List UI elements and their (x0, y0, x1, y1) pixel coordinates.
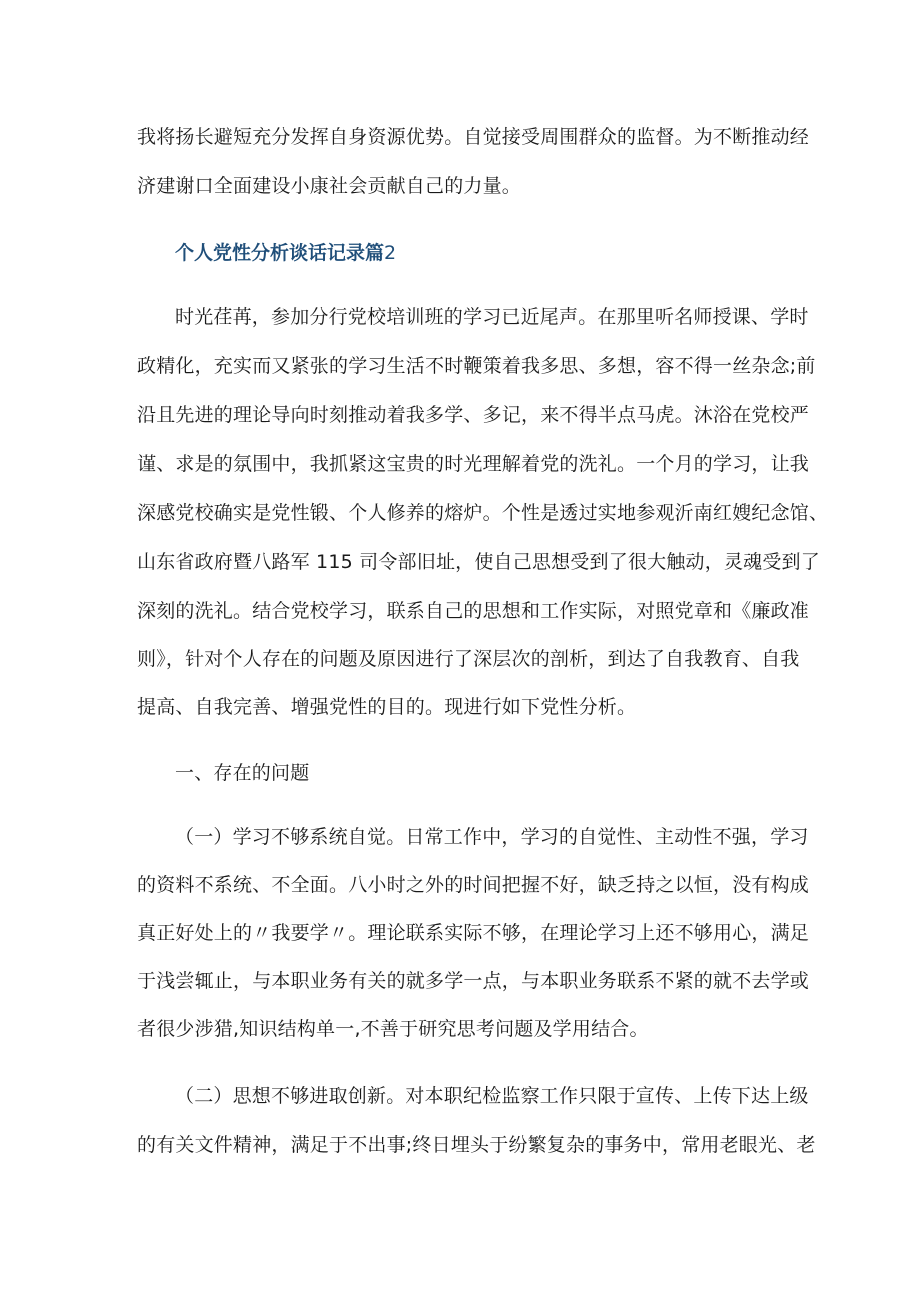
text-line: 真正好处上的〃我要学〃。理论联系实际不够，在理论学习上还不够用心，满足 (137, 922, 810, 944)
text-line: 山东省政府暨八路军 115 司令部旧址，使自己思想受到了很大触动，灵魂受到了 (137, 551, 820, 573)
text-line: 我将扬长避短充分发挥自身资源优势。自觉接受周围群众的监督。为不断推动经 (137, 126, 810, 148)
text-line: 深感党校确实是党性锻、个人修养的熔炉。个性是透过实地参观沂南红嫂纪念馆、 (137, 502, 829, 524)
section-heading (175, 240, 396, 266)
section-title: 一、存在的问题 (175, 762, 310, 784)
text-line: 深刻的洗礼。结合党校学习，联系自己的思想和工作实际，对照党章和《廉政准 (137, 600, 810, 622)
text-line: 于浅尝辄止，与本职业务有关的就多学一点，与本职业务联系不紧的就不去学或 (137, 970, 810, 992)
text-line: 沿且先进的理论导向时刻推动着我多学、多记，来不得半点马虎。沐浴在党校严 (137, 404, 810, 426)
text-line: 时光荏苒，参加分行党校培训班的学习已近尾声。在那里听名师授课、学时 (175, 306, 809, 328)
text-line: 的有关文件精神，满足于不出事;终日埋头于纷繁复杂的事务中，常用老眼光、老 (137, 1134, 816, 1156)
text-line: 济建谢口全面建设小康社会贡献自己的力量。 (137, 175, 522, 197)
heading-text: 个人党性分析谈话记录篇 (175, 242, 385, 264)
text-line: 提高、自我完善、增强党性的目的。现进行如下党性分析。 (137, 696, 637, 718)
text-line: 的资料不系统、不全面。八小时之外的时间把握不好，缺乏持之以恒，没有构成 (137, 874, 810, 896)
text-line: 政精化，充实而又紧张的学习生活不时鞭策着我多思、多想，容不得一丝杂念;前 (137, 355, 816, 377)
text-line: 则》，针对个人存在的问题及原因进行了深层次的剖析，到达了自我教育、自我 (137, 648, 800, 670)
text-line: 者很少涉猎,知识结构单一,不善于研究思考问题及学用结合。 (137, 1018, 649, 1040)
text-line: （二）思想不够进取创新。对本职纪检监察工作只限于宣传、上传下达上级 (175, 1085, 809, 1107)
text-line: （一）学习不够系统自觉。日常工作中，学习的自觉性、主动性不强，学习 (175, 826, 809, 848)
heading-number: 2 (384, 242, 397, 264)
text-line: 谨、求是的氛围中，我抓紧这宝贵的时光理解着党的洗礼。一个月的学习，让我 (137, 453, 810, 475)
